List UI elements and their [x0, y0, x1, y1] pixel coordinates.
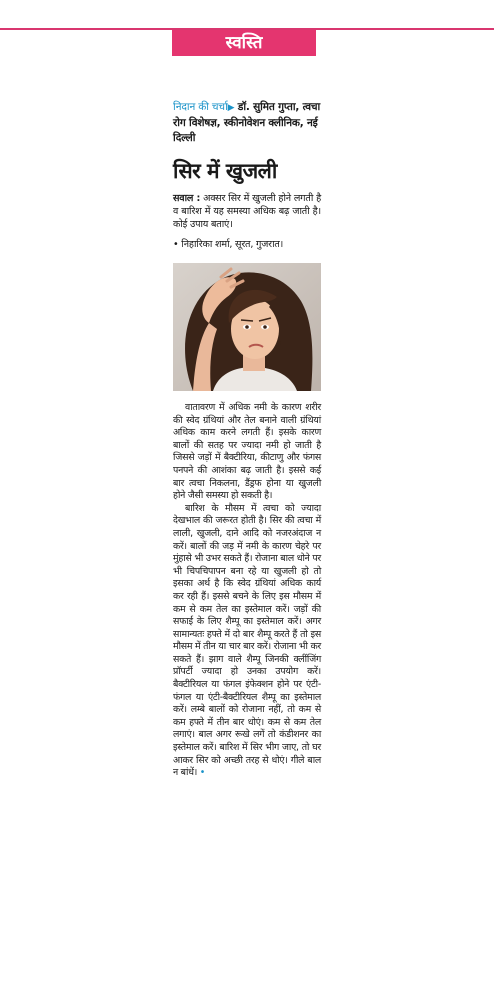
photo-woman-scratching-head — [173, 263, 321, 391]
question — [173, 192, 321, 231]
arrow-right-icon: ▶ — [227, 103, 235, 113]
column-tag: निदान की चर्चा — [173, 101, 228, 113]
article-body — [173, 402, 321, 780]
article-paragraph: वातावरण में अधिक नमी के कारण शरीर की स्वेद ग्रंथियां और तेल बनाने वाली ग्रंथियां अधिक काम करने लगती हैं। इसके कारण बालों की सतह पर ज्यादा नमी हो जाती है जिससे जड़ों में बैक्टीरिया, कीटाणु और फंगस पनपने की आशंका बढ़ जाती है। इससे कई बार त्वचा निकलना, डैंड्रफ होना या खुजली होने जैसी समस्या हो सकती है। — [173, 402, 321, 502]
question-text: अक्सर सिर में खुजली होने लगती है व बारिश में यह समस्या अधिक बढ़ जाती है। कोई उपाय बताएं। — [173, 193, 321, 230]
author-name: डॉ. सुमित गुप्ता, — [234, 101, 300, 113]
article-paragraph-text: बारिश के मौसम में त्वचा को ज्यादा देखभाल की जरूरत होती है। सिर की त्वचा में लाली, खुजली, दाने आदि को नजरअंदाज न करें। बालों की जड़ में नमी के कारण चेहरे पर मुंहासे भी उभर सकते हैं। रोजाना बाल धोने पर भी चिपचिपापन बना रहे या खुजली हो तो इसका अर्थ है कि स्वेद ग्रंथियां अधिक कार्य कर रही हैं। इससे बचने के लिए इस मौसम में कम से कम तेल का इस्तेमाल करें। जड़ों की सफाई के लिए शैम्पू का इस्तेमाल करें। अगर सामान्यतः हफ्ते में दो बार शैम्पू करते हैं तो इस मौसम में तीन या चार बार करें। रोजाना भी कर सकते हैं। झाग वाले शैम्पू जिनकी क्लींजिंग प्रॉपर्टी ज्यादा हो उनका उपयोग करें। बैक्टीरियल या फंगल इंफेक्शन होने पर एंटी-फंगल या एंटी-बैक्टीरियल शैम्पू का इस्तेमाल करें। लम्बे बालों को रोजाना नहीं, तो कम से कम हफ्ते में तीन बार धोएं। कम से कम तेल लगाएं। बाल अगर रूखे लगें तो कंडीशनर का इस्तेमाल करें। बारिश में सिर भीग जाए, तो घर आकर सिर को अच्छी तरह से धोएं। गीले बाल न बांधें। — [173, 502, 321, 779]
byline — [173, 100, 321, 146]
author-role: त्वचा रोग विशेषज्ञ, स्कीनोवेशन क्लीनिक, नई दिल्ली — [173, 101, 321, 144]
question-label: सवाल : — [173, 193, 201, 204]
section-banner: स्वस्ति — [172, 30, 316, 56]
end-mark: • — [197, 767, 206, 779]
asker: • निहारिका शर्मा, सूरत, गुजरात। — [173, 239, 284, 250]
headline: सिर में खुजली — [173, 159, 277, 183]
article-paragraph — [173, 503, 321, 780]
